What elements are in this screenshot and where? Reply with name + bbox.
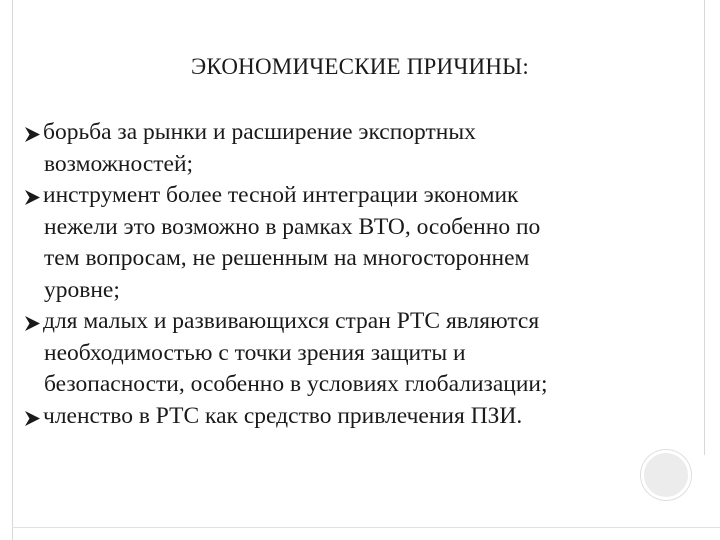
frame-bottom-line [12, 527, 720, 528]
bullet-line: тем вопросам, не решенным на многостороннем [44, 245, 530, 271]
bullet-line: инструмент более тесной интеграции экономик [43, 182, 519, 208]
bullet-item [24, 117, 664, 180]
bullet-item [24, 306, 664, 401]
bullet-line: нежели это возможно в рамках ВТО, особенно по [44, 213, 541, 240]
bullet-line: для малых и развивающихся стран РТС являются [43, 308, 540, 334]
arrowhead-bullet-icon [24, 306, 43, 338]
slide-title-colon: : [522, 54, 529, 79]
bullet-item [24, 180, 664, 306]
bullet-line: членство в РТС как средство привлечения ПЗИ. [43, 402, 523, 429]
bullet-item [24, 401, 664, 433]
bullet-line: возможностей; [44, 150, 194, 177]
bullet-line: необходимостью с точки зрения защиты и [44, 339, 466, 366]
arrowhead-bullet-icon [24, 180, 43, 212]
frame-left-line [12, 0, 13, 540]
bullet-line: борьба за рынки и расширение экспортных [43, 119, 476, 145]
corner-circle-decoration [641, 450, 691, 500]
bullet-line: уровне; [44, 276, 120, 303]
slide-title-text: ЭКОНОМИЧЕСКИЕ ПРИЧИНЫ [191, 54, 523, 79]
arrowhead-bullet-icon [24, 401, 43, 433]
bullet-list [24, 117, 664, 432]
bullet-line: безопасности, особенно в условиях глобализации; [44, 371, 548, 397]
slide-title [0, 54, 720, 80]
arrowhead-bullet-icon [24, 117, 43, 149]
